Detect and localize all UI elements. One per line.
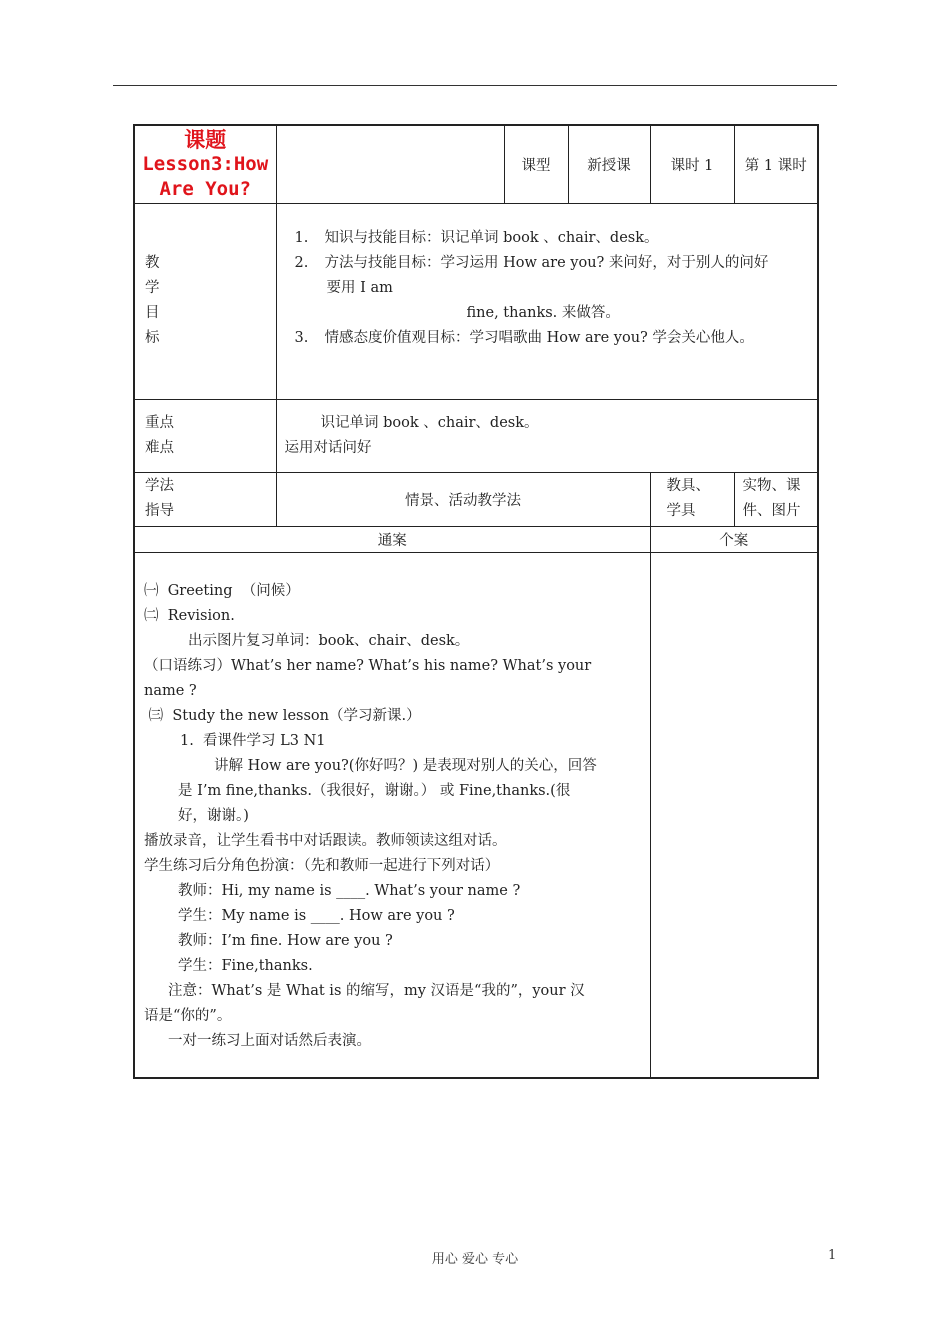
period-value: 第 1 课时 (734, 125, 818, 203)
key-points-label: 重点 难点 (134, 399, 276, 472)
body-line: 出示图片复习单词：book、chair、desk。 (188, 632, 470, 649)
body-line: 1. 看课件学习 L3 N1 (180, 732, 326, 749)
lesson-plan-table (133, 124, 819, 1079)
body-line: 一对一练习上面对话然后表演。 (168, 1032, 371, 1049)
body-line: 学生：My name is ____. How are you ? (178, 907, 455, 924)
page-number: 1 (828, 1248, 837, 1263)
body-line: 讲解 How are you?(你好吗？) 是表现对别人的关心，回答 (214, 757, 597, 774)
common-plan-header: 通案 (134, 526, 650, 552)
body-line: 注意：What’s 是 What is 的缩写，my 汉语是“我的”，your 汉 (168, 982, 585, 999)
method-row (134, 472, 818, 526)
tools-label: 教具、 学具 (650, 472, 734, 526)
body-line: ㈠ Greeting （问候） (144, 582, 300, 599)
type-label: 课型 (504, 125, 568, 203)
header-row (134, 125, 818, 203)
objective-continuation: 要用 I am (326, 279, 393, 296)
body-row (134, 552, 818, 1078)
title-label: 课题 (184, 126, 227, 152)
body-line: （口语练习）What’s her name? What’s his name? What’s your (144, 657, 592, 674)
body-line: 语是“你的”。 (144, 1007, 232, 1024)
lesson-title-line-2: Are You? (159, 177, 251, 200)
blank-cell (276, 125, 504, 203)
lesson-title-line-1: Lesson3:How (142, 152, 269, 175)
type-value: 新授课 (568, 125, 650, 203)
body-line: 教师：Hi, my name is ____. What’s your name ? (178, 882, 521, 899)
objectives-label: 教 学 目 标 (134, 203, 276, 399)
body-line: name ? (144, 682, 197, 699)
period-label: 课时 1 (650, 125, 734, 203)
body-line: 学生：Fine,thanks. (178, 957, 313, 974)
objective-item: 3. 情感态度价值观目标：学习唱歌曲 How are you? 学会关心他人。 (294, 329, 754, 346)
body-line: 学生练习后分角色扮演：（先和教师一起进行下列对话） (144, 857, 500, 874)
body-line: ㈡ Revision. (144, 607, 235, 624)
method-label: 学法 指导 (134, 472, 276, 526)
objective-item: 2. 方法与技能目标：学习运用 How are you? 来问好，对于别人的问好 (294, 254, 769, 271)
body-line: 教师：I’m fine. How are you ? (178, 932, 393, 949)
key-points-content: 识记单词 book 、chair、desk。 运用对话问好 (276, 399, 818, 472)
header-rule (113, 85, 837, 86)
individual-plan-header: 个案 (650, 526, 818, 552)
page-footer: 用心 爱心 专心 (431, 1252, 519, 1267)
individual-plan-content (650, 552, 818, 1078)
objectives-list (276, 203, 818, 399)
objective-item: 1. 知识与技能目标：识记单词 book 、chair、desk。 (294, 229, 659, 246)
tools-value: 实物、课 件、图片 (734, 472, 818, 526)
common-plan-content (134, 552, 650, 1078)
columns-row (134, 526, 818, 552)
key-points-row (134, 399, 818, 472)
objective-continuation: fine, thanks. 来做答。 (466, 304, 620, 321)
method-value: 情景、活动教学法 (276, 472, 650, 526)
body-line: 是 I’m fine,thanks.（我很好，谢谢。） 或 Fine,thanks.(很 (178, 782, 571, 799)
body-line: 好，谢谢。) (178, 807, 249, 824)
body-line: ㈢ Study the new lesson（学习新课.） (144, 707, 421, 724)
lesson-title-cell (134, 125, 276, 203)
body-line: 播放录音，让学生看书中对话跟读。教师领读这组对话。 (144, 832, 507, 849)
objectives-row (134, 203, 818, 399)
